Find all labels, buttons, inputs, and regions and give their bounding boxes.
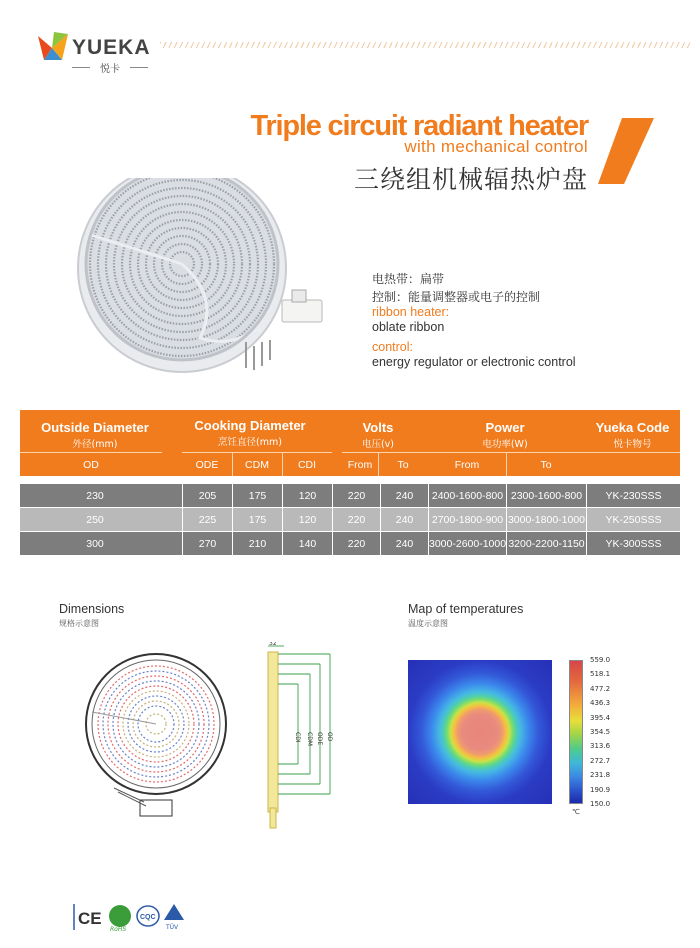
heater-product-image [70, 178, 340, 378]
subheader-power-from: From [428, 452, 506, 476]
temperature-scale-tick: 395.4 [590, 713, 611, 722]
temperature-color-scale [569, 660, 583, 804]
dimensions-diagram [84, 642, 344, 832]
cell-cdi: 140 [282, 532, 332, 556]
header-power: Power 电功率(W) [482, 420, 528, 450]
cell-cdm: 175 [232, 484, 282, 508]
product-subtitle: with mechanical control [404, 137, 588, 156]
subheader-ode: ODE [182, 452, 232, 476]
temperature-map-title-cn: 温度示意图 [408, 619, 448, 628]
cell-cdi: 120 [282, 484, 332, 508]
spec-control-cn: 控制：能量调整器或电子的控制 [372, 290, 541, 304]
subheader-divider [506, 452, 507, 476]
temperature-unit: ℃ [572, 808, 580, 816]
cell-volts-to: 240 [380, 508, 428, 532]
header-outside-diameter: Outside Diameter 外径(mm) [41, 420, 149, 450]
dimension-32: 32 [269, 642, 277, 647]
cell-power-from: 2400-1600-800 [428, 484, 506, 508]
temperature-scale-tick: 559.0 [590, 656, 611, 664]
svg-text:RoHS: RoHS [110, 926, 127, 933]
temperature-scale-tick: 150.0 [590, 800, 611, 808]
cell-od: 230 [86, 490, 104, 502]
header-volts: Volts 电压(v) [361, 420, 395, 450]
tuv-icon [164, 904, 184, 931]
brand-logo [34, 26, 154, 76]
cell-ode: 205 [182, 484, 232, 508]
cell-cdi: 120 [282, 508, 332, 532]
cell-power-to: 3000-1800-1000 [506, 508, 586, 532]
subheader-od: OD [20, 452, 162, 476]
cell-power-to: 2300-1600-800 [506, 484, 586, 508]
cell-od: 300 [86, 538, 104, 550]
dimension-od: OD [326, 732, 333, 742]
header-yueka-code: Yueka Code 悦卡物号 [595, 420, 670, 450]
spec-control-label: control: [372, 340, 413, 354]
cqc-icon [137, 906, 159, 926]
subheader-volts-to: To [378, 452, 428, 476]
dimensions-title: Dimensions [59, 602, 125, 616]
subheader-cdi: CDI [282, 452, 332, 476]
cell-ode: 270 [182, 532, 232, 556]
header-hatch-divider [160, 42, 690, 48]
spec-ribbon-value: oblate ribbon [372, 320, 445, 334]
cell-volts-to: 240 [380, 532, 428, 556]
cell-ode: 225 [182, 508, 232, 532]
table-gap [20, 476, 680, 484]
table-row [20, 532, 680, 556]
temperature-scale-tick: 272.7 [590, 756, 611, 765]
cell-od: 250 [86, 514, 104, 526]
header-cooking-diameter: Cooking Diameter 烹饪直径(mm) [194, 418, 306, 448]
cell-code: YK-230SSS [586, 484, 680, 508]
dimension-cdi: CDI [294, 732, 301, 743]
svg-text:TÜV: TÜV [166, 924, 179, 931]
table-row [20, 484, 680, 508]
cell-cdm: 175 [232, 508, 282, 532]
spec-ribbon-cn: 电热带：扁带 [372, 272, 445, 286]
temperature-scale-tick: 190.9 [590, 785, 611, 794]
rohs-icon [109, 905, 131, 933]
cell-volts-to: 240 [380, 484, 428, 508]
temperature-scale-tick: 518.1 [590, 670, 611, 679]
logo-mark-icon [34, 30, 72, 64]
subheader-divider [378, 452, 379, 476]
product-title: Triple circuit radiant heater [250, 110, 588, 142]
cell-power-from: 2700-1800-900 [428, 508, 506, 532]
table-subheader-row [20, 452, 680, 476]
brand-name-cn: 悦卡 [74, 60, 146, 75]
table-header [20, 410, 680, 476]
subheader-divider [282, 452, 283, 476]
product-title-cn: 三绕组机械辐热炉盘 [353, 165, 588, 194]
temperature-scale-tick: 436.3 [590, 699, 611, 708]
subheader-cdm: CDM [232, 452, 282, 476]
temperature-map-title: Map of temperatures [408, 602, 524, 616]
orange-accent-slash [598, 118, 654, 184]
spec-ribbon-label: ribbon heater: [372, 305, 450, 319]
brand-name: YUEKA [72, 36, 151, 59]
subheader-divider [232, 452, 233, 476]
cell-volts-from: 220 [332, 532, 380, 556]
svg-text:CE: CE [78, 909, 102, 928]
temperature-heatmap [408, 660, 552, 804]
svg-text:CQC: CQC [140, 914, 156, 921]
cell-code: YK-300SSS [586, 532, 680, 556]
temperature-scale-tick: 477.2 [590, 684, 611, 693]
certification-logos [20, 900, 220, 934]
cell-code: YK-250SSS [586, 508, 680, 532]
dimension-cdm: CDM [306, 732, 313, 746]
spec-table [20, 410, 680, 556]
temperature-scale-tick: 231.8 [590, 771, 611, 780]
cell-volts-from: 220 [332, 484, 380, 508]
cell-power-from: 3000-2600-1000 [428, 532, 506, 556]
dimension-ode: ODE [316, 732, 323, 746]
temperature-scale-tick: 354.5 [590, 728, 611, 736]
spec-control-value: energy regulator or electronic control [372, 355, 576, 369]
table-row [20, 508, 680, 532]
cell-power-to: 3200-2200-1150 [506, 532, 586, 556]
ce-mark-icon [78, 909, 102, 928]
cell-cdm: 210 [232, 532, 282, 556]
cell-volts-from: 220 [332, 508, 380, 532]
temperature-scale-tick: 313.6 [590, 742, 611, 751]
subheader-power-to: To [506, 452, 586, 476]
subheader-code [586, 452, 680, 476]
dimensions-title-cn: 规格示意图 [59, 619, 99, 628]
subheader-volts-from: From [342, 452, 378, 476]
